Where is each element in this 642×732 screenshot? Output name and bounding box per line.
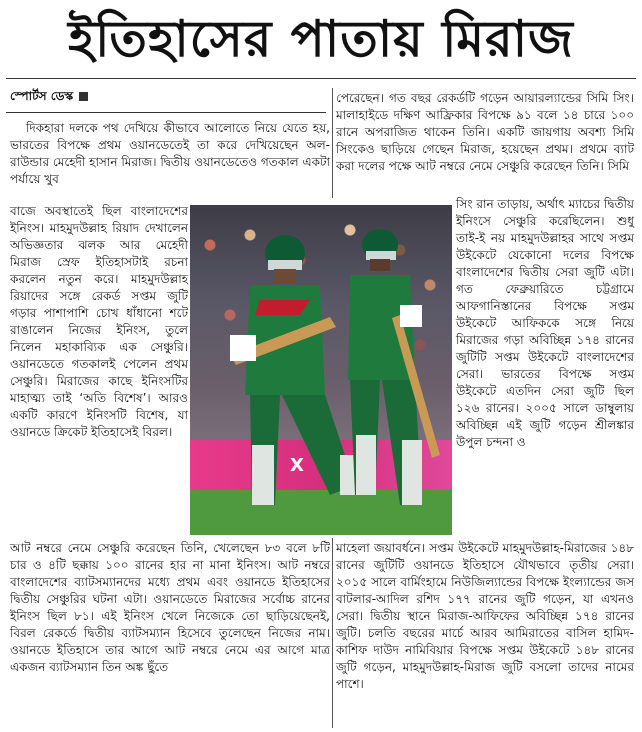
byline (10, 88, 88, 108)
article-column-right-middle (456, 196, 634, 451)
article-column-left-middle (10, 203, 188, 441)
pad-right-a (356, 435, 376, 495)
byline-text: স্পোর্টস ডেস্ক (10, 89, 74, 103)
glove-left (230, 335, 256, 361)
pad-left (252, 445, 274, 505)
article-column-bottom-right (336, 540, 634, 693)
byline-rule (6, 112, 326, 113)
pad-right-b (402, 440, 422, 505)
column-divider (332, 88, 333, 198)
article-photo (190, 205, 452, 535)
article-column-left-top (10, 120, 330, 188)
headline-rule (6, 78, 636, 79)
banner-logo: X (290, 455, 304, 476)
helmet-grill-left (268, 260, 302, 270)
article-column-bottom-left (10, 540, 330, 676)
face-left (274, 269, 296, 283)
byline-square-icon (79, 92, 88, 101)
helmet-grill-right (366, 251, 396, 260)
column-divider (332, 538, 333, 728)
player-left (230, 235, 358, 505)
article-paragraph: বাজে অবস্থাতেই ছিল বাংলাদেশের ইনিংস। মাহমুদউল্লাহ রিয়াদ দেখালেন অভিজ্ঞতার ঝলক আর মেহেদী মিরাজ স্রেফ ইতিহাসটাই রচনা করলেন নতুন করে। মাহমুদউল্লাহ রিয়াদের সঙ্গে রেকর্ড সপ্তম জুটি গড়ার পাশাপাশি চোখ ধাঁধানো শটে রাঙালেন নিজের ইনিংস, তুলে নিলেন মহাকাব্যিক এক সেঞ্চুরি। ওয়ানডেতে গতকালই পেলেন প্রথম সেঞ্চুরি। মিরাজের কাছে ইনিংসটির মাহাত্ম্য তাই ‘অতি বিশেষ’। আরও একটি কারণে ইনিংসটি বিশেষ, যা ওয়ানডে ক্রিকেট ইতিহাসেই বিরল। (10, 204, 188, 439)
face-right (370, 259, 390, 271)
jersey-right (348, 275, 415, 380)
article-paragraph: সিং রান তাড়ায়, অর্থাৎ ম্যাচের দ্বিতীয় ইনিংসে সেঞ্চুরি করেছিলেন। শুধু তাই-ই নয় মাহমুদউল্লাহর সাথে সপ্তম উইকেটে যেকোনো দলের বিপক্ষে বাংলাদেশের দ্বিতীয় সেরা জুটি এটা। গত ফেব্রুয়ারিতে চট্টগ্রামে আফগানিস্তানের বিপক্ষে সপ্তম উইকেটে আফিককে সঙ্গে নিয়ে মিরাজের গড়া অবিচ্ছিন্ন ১৭৪ রানের জুটিটি সপ্তম উইকেটে বাংলাদেশের সেরা। ভারতের বিপক্ষে সপ্তম উইকেটে এতদিন সেরা জুটি ছিল ১২৬ রানের। ২০০৫ সালে ডাম্বুলায় অবিচ্ছিন্ন এই জুটি গড়েন শ্রীলঙ্কার উপুল চন্দনা ও (456, 197, 634, 449)
article-paragraph: মাহেলা জয়াবর্ধনে। সপ্তম উইকেটে মাহমুদউল্লাহ-মিরাজের ১৪৮ রানের জুটিটি ওয়ানডে ইতিহাসে যৌথভাবে তৃতীয় সেরা। ২০১৫ সালে বার্মিংহামে নিউজিল্যান্ডের বিপক্ষে ইংল্যান্ডের জস বাটলার-আদিল রশিদ ১৭৭ রানের জুটি গড়েন, যা এখনও সেরা। দ্বিতীয় স্থানে মিরাজ-আফিফের অবিচ্ছিন্ন ১৭৪ রানের জুটি। চলতি বছরের মার্চে আরব আমিরাতের বাসিল হামিদ-কাশিফ দাউদ নামিবিয়ার বিপক্ষে সপ্তম উইকেটে ১৪৮ রানের জুটি গড়েন, মাহমুদউল্লাহ-মিরাজ জুটি বসলো তাদের নামের পাশে। (336, 541, 634, 691)
article-paragraph: পেরেছেন। গত বছর রেকর্ডটি গড়েন আয়ারল্যান্ডের সিমি সিং। মালাহাইডে দক্ষিণ আফ্রিকার বিপক্ষে ৯১ বলে ১৪ চারে ১০০ রানে অপরাজিত থাকেন তিনি। একটি জায়গায় অবশ্য সিমি সিংকেও ছাড়িয়ে গেছেন মিরাজ, হয়েছেন প্রথম। প্রথমে ব্যাট করা দলের পক্ষে আট নম্বরে নেমে সেঞ্চুরি করেছেন তিনি। সিমি (336, 91, 634, 173)
article-paragraph: আট নম্বরে নেমে সেঞ্চুরি করেছেন তিনি, খেলেছেন ৮৩ বলে ৮টি চার ও ৪টি ছক্কায় ১০০ রানের হার না মানা ইনিংস। আট নম্বরে বাংলাদেশের ব্যাটসম্যানদের মধ্যে প্রথম এবং ওয়ানডে ইতিহাসের দ্বিতীয় সেঞ্চুরির ঘটনা এটা। ওয়ানডেতে মিরাজের সর্বোচ্চ রানের ইনিংস ছিল ৮১। এই ইনিংস খেলে নিজেকে তো ছাড়িয়েছেনই, বিরল রেকর্ডে দ্বিতীয় ব্যাটসম্যান হিসেবে তুলেছেন নিজের নাম। ওয়ানডে ইতিহাসে তার আগে আট নম্বরে নেমে এর আগে মাত্র একজন ব্যাটসম্যান তিন অঙ্ক ছুঁতে (10, 541, 330, 674)
cricketers-illustration (190, 205, 452, 535)
player-right (348, 229, 440, 505)
headline: ইতিহাসের পাতায় মিরাজ (68, 9, 574, 68)
article-paragraph: দিকহারা দলকে পথ দেখিয়ে কীভাবে আলোতে নিয়ে যেতে হয়, ভারতের বিপক্ষে প্রথম ওয়ানডেতেই তা করে দেখিয়েছেন অল-রাউন্ডার মেহেদী হাসান মিরাজ। দ্বিতীয় ওয়ানডেতেও গতকাল একটা পর্যায়ে খুব (10, 121, 330, 186)
article-column-right-top (336, 90, 634, 175)
glove-right (400, 305, 422, 327)
